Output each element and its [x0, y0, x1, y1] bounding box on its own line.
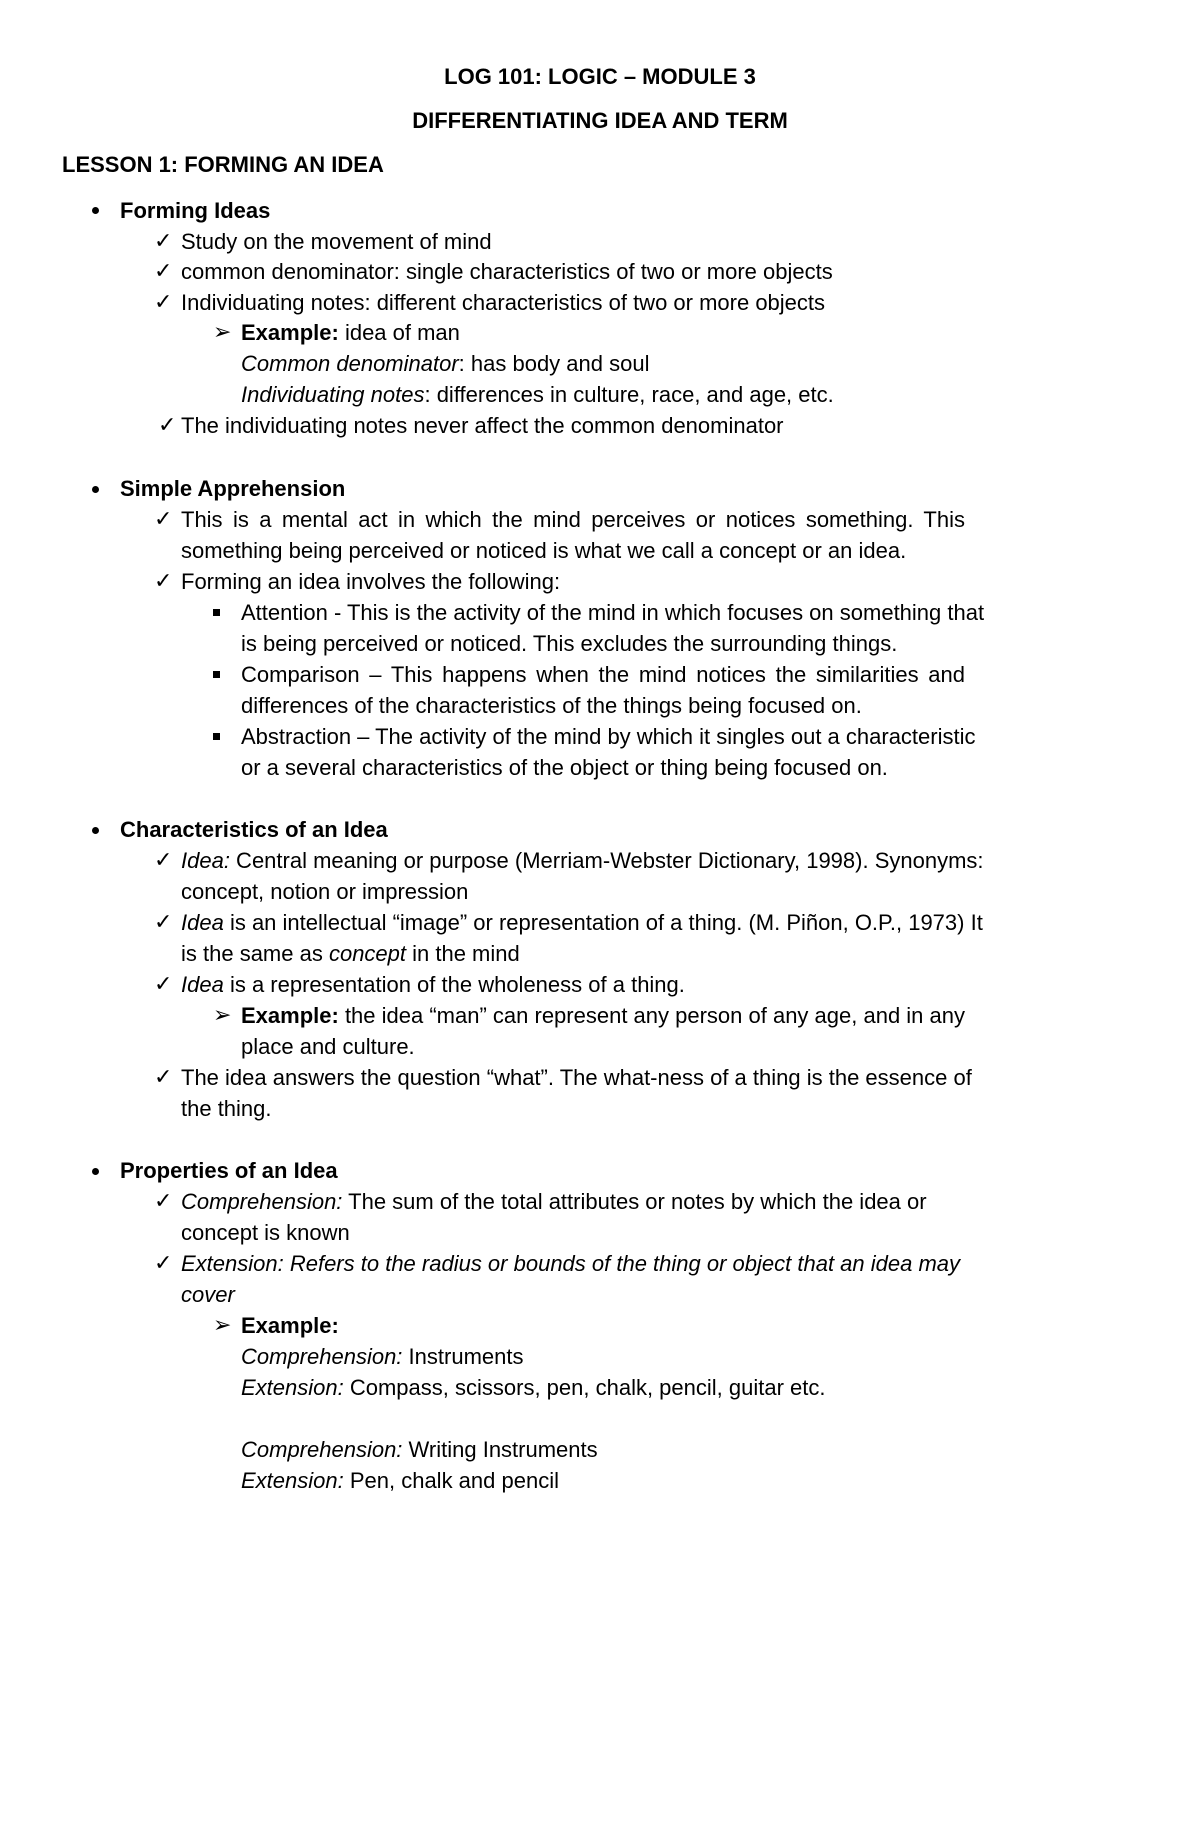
bullet-dot-icon — [92, 1168, 99, 1175]
square-bullet-icon — [213, 733, 220, 740]
sub-item: Comparison – This happens when the mind notices the similarities and — [241, 662, 965, 687]
text-span: in the mind — [406, 941, 520, 966]
example-line — [241, 1001, 965, 1031]
text-span: is the same as — [181, 941, 329, 966]
list-item — [181, 908, 983, 938]
bullet-dot-icon — [92, 207, 99, 214]
bullet-dot-icon — [92, 827, 99, 834]
checkmark-icon: ✓ — [154, 1065, 173, 1090]
list-item-continuation: concept, notion or impression — [181, 879, 469, 904]
detail-label: Common denominator — [241, 351, 459, 376]
sub-item: Attention - This is the activity of the mind in which focuses on something that — [241, 600, 985, 625]
checkmark-icon: ✓ — [154, 848, 173, 873]
list-item: The idea answers the question “what”. The what-ness of a thing is the essence of — [181, 1065, 972, 1090]
checkmark-icon: ✓ — [154, 972, 173, 997]
example-label: Example: — [241, 1313, 339, 1338]
list-item: This is a mental act in which the mind perceives or notices something. This — [181, 507, 965, 532]
list-item: Individuating notes: different characteristics of two or more objects — [181, 290, 826, 315]
checkmark-icon: ✓ — [154, 569, 173, 594]
detail-text: Compass, scissors, pen, chalk, pencil, guitar etc. — [343, 1375, 826, 1400]
detail-text: Instruments — [402, 1344, 524, 1369]
term-label: Idea: — [181, 848, 230, 873]
square-bullet-icon — [213, 609, 220, 616]
example-detail — [241, 349, 649, 379]
list-item-continuation — [181, 939, 520, 969]
arrowhead-icon: ➢ — [213, 1003, 232, 1028]
sub-item-continuation: differences of the characteristics of the things being focused on. — [241, 693, 862, 718]
checkmark-icon: ✓ — [154, 229, 173, 254]
list-item-continuation: something being perceived or noticed is what we call a concept or an idea. — [181, 538, 907, 563]
detail-label: Extension: — [241, 1375, 344, 1400]
sub-item: Abstraction – The activity of the mind by which it singles out a characteristic — [241, 724, 976, 749]
detail-text: : differences in culture, race, and age, etc. — [424, 382, 834, 407]
checkmark-icon: ✓ — [154, 290, 173, 315]
arrowhead-icon: ➢ — [213, 320, 232, 345]
list-item — [181, 1187, 927, 1217]
section-heading-forming-ideas: Forming Ideas — [120, 198, 271, 223]
arrowhead-icon: ➢ — [213, 1313, 232, 1338]
detail-text: Writing Instruments — [402, 1437, 598, 1462]
term-text: is a representation of the wholeness of a thing. — [223, 972, 685, 997]
bullet-dot-icon — [92, 486, 99, 493]
list-item-continuation: concept is known — [181, 1220, 350, 1245]
detail-label: Individuating notes — [241, 382, 425, 407]
section-heading-characteristics: Characteristics of an Idea — [120, 817, 388, 842]
example-text: idea of man — [338, 320, 460, 345]
list-item — [181, 846, 984, 876]
example-label: Example: — [241, 1003, 339, 1028]
list-item: Study on the movement of mind — [181, 229, 492, 254]
example-text: the idea “man” can represent any person of any age, and in any — [338, 1003, 966, 1028]
list-item-continuation: cover — [181, 1282, 235, 1307]
detail-label: Comprehension: — [241, 1344, 403, 1369]
list-item: The individuating notes never affect the common denominator — [181, 413, 784, 438]
list-item: Extension: Refers to the radius or bounds of the thing or object that an idea may — [181, 1251, 961, 1276]
example-detail — [241, 1466, 559, 1496]
example-continuation: place and culture. — [241, 1034, 415, 1059]
list-item-continuation: the thing. — [181, 1096, 272, 1121]
module-title: LOG 101: LOGIC – MODULE 3 — [444, 64, 756, 89]
checkmark-icon: ✓ — [154, 1189, 173, 1214]
term-label: Idea — [181, 972, 224, 997]
example-detail — [241, 1342, 523, 1372]
example-line — [241, 318, 460, 348]
lesson-heading: LESSON 1: FORMING AN IDEA — [62, 152, 384, 177]
text-span-italic: concept — [328, 941, 407, 966]
sub-item-continuation: is being perceived or noticed. This excludes the surrounding things. — [241, 631, 898, 656]
example-detail — [241, 1435, 598, 1465]
example-label: Example: — [241, 320, 339, 345]
term-label: Idea — [181, 910, 224, 935]
term-text: The sum of the total attributes or notes by which the idea or — [342, 1189, 927, 1214]
example-detail — [241, 380, 834, 410]
module-subtitle: DIFFERENTIATING IDEA AND TERM — [412, 108, 788, 133]
checkmark-icon: ✓ — [154, 1251, 173, 1276]
checkmark-icon: ✓ — [154, 507, 173, 532]
checkmark-icon: ✓ — [158, 413, 177, 438]
detail-label: Extension: — [241, 1468, 344, 1493]
section-heading-properties: Properties of an Idea — [120, 1158, 338, 1183]
square-bullet-icon — [213, 671, 220, 678]
detail-text: Pen, chalk and pencil — [343, 1468, 559, 1493]
list-item: Forming an idea involves the following: — [181, 569, 561, 594]
detail-label: Comprehension: — [241, 1437, 403, 1462]
list-item — [181, 970, 685, 1000]
term-text: Central meaning or purpose (Merriam-Webster Dictionary, 1998). Synonyms: — [229, 848, 984, 873]
sub-item-continuation: or a several characteristics of the object or thing being focused on. — [241, 755, 888, 780]
checkmark-icon: ✓ — [154, 259, 173, 284]
term-text: is an intellectual “image” or representation of a thing. (M. Piñon, O.P., 1973) It — [223, 910, 983, 935]
term-label: Comprehension: — [181, 1189, 343, 1214]
checkmark-icon: ✓ — [154, 910, 173, 935]
example-detail — [241, 1373, 826, 1403]
list-item: common denominator: single characteristics of two or more objects — [181, 259, 833, 284]
detail-text: : has body and soul — [458, 351, 650, 376]
section-heading-simple-apprehension: Simple Apprehension — [120, 476, 346, 501]
